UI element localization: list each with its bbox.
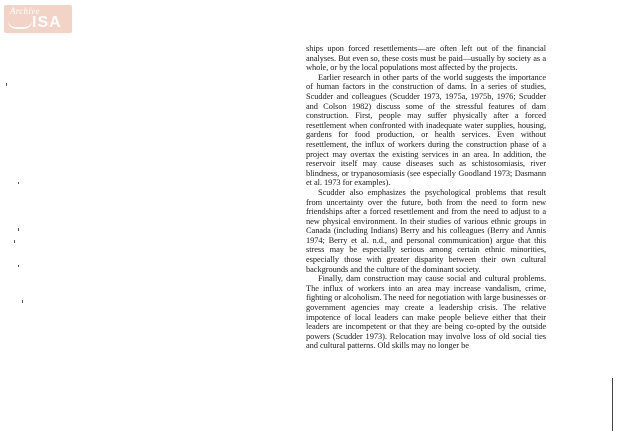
scan-mark <box>22 300 23 303</box>
scan-mark <box>14 240 15 243</box>
paragraph: Finally, dam construction may cause social and cultural problems. The influx of workers into an area may increase vandalism, crime, fighting or alcoholism. The need for negotiation with large businesses or government agencies may create a leadership crisis. The relative impotence of local leaders can make people believe either that their leaders are incompetent or that they are being co-opted by the outside powers (Scudder 1973). Relocation may involve loss of old social ties and cultural patterns. Old skills may no longer be <box>306 274 546 351</box>
logo-top-text: Archive <box>10 6 40 16</box>
page-edge-line <box>612 378 613 431</box>
logo-main-text: ISA <box>32 14 62 31</box>
scan-mark <box>18 228 19 231</box>
paragraph: Earlier research in other parts of the world suggests the importance of human factors in the construction of dams. In a series of studies, Scudder and colleagues (Scudder 1973, 1975a, 1975b, 1976; Scudder and Colson 1982) discuss some of the stressful features of dam construction. First, people may suffer physically after a forced resettlement when confronted with inadequate water supplies, housing, gardens for food production, or health services. Even without resettlement, the influx of workers during the construction phase of a project may overtax the existing services in an area. In addition, the reservoir itself may cause diseases such as schistosomiasis, river blindness, or trypanosomiasis (see especially Goodland 1973; Dasmann et al. 1973 for examples). <box>306 72 546 188</box>
paragraph: ships upon forced resettlements—are often left out of the financial analyses. But even so, these costs must be paid—usually by society as a whole, or by the local populations most affected by the projects. <box>306 44 546 73</box>
paragraph: Scudder also emphasizes the psychological problems that result from uncertainty over the future, both from the need to form new friendships after a forced resettlement and from the need to adjust to a new physical environment. In their studies of various ethnic groups in Canada (including Indians) Berry and his colleagues (Berry and Annis 1974; Berry et al. n.d., and personal communication) argue that this stress may be especially serious among certain ethnic minorities, especially those with greater disparity between their own cultural backgrounds and the culture of the dominant society. <box>306 187 546 274</box>
scan-mark <box>6 83 7 86</box>
scan-mark <box>18 182 19 184</box>
text-column <box>306 44 546 351</box>
archive-logo <box>4 5 72 33</box>
logo-swoosh-icon <box>8 21 32 29</box>
scan-mark <box>18 265 19 267</box>
